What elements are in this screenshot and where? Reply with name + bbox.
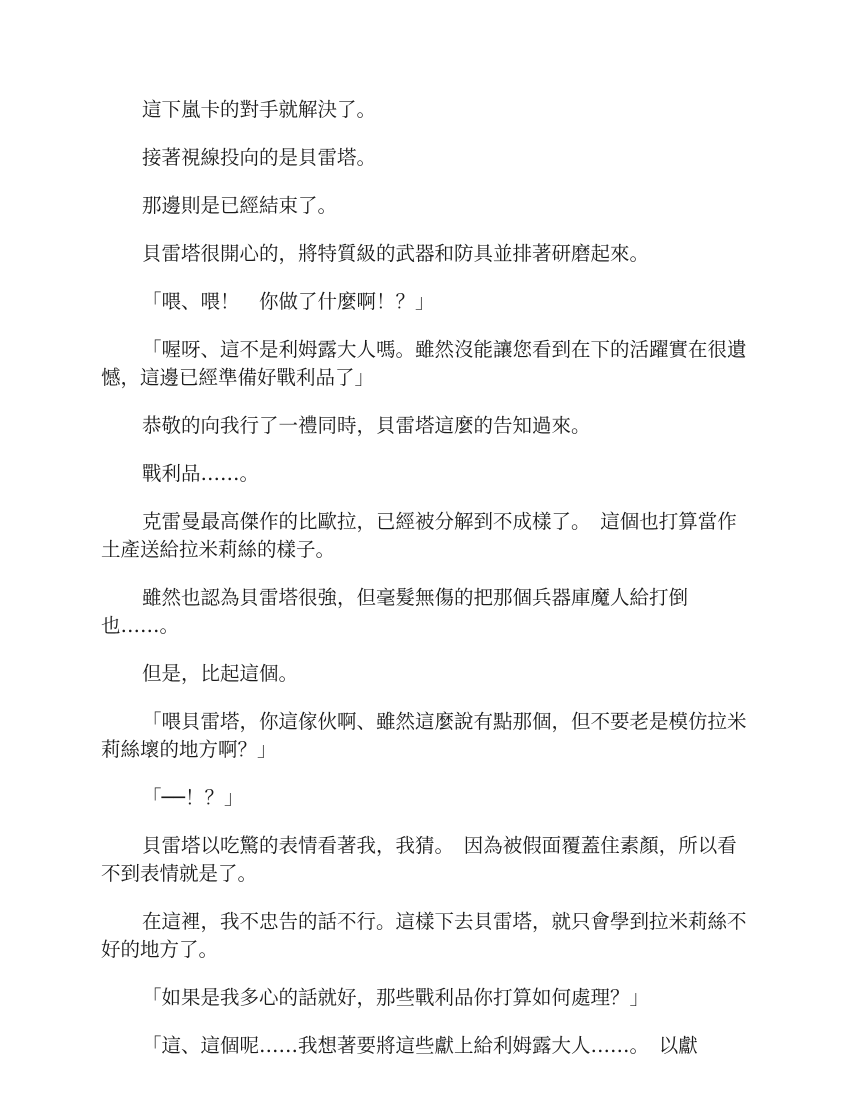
- paragraph: 那邊則是已經結束了。: [142, 194, 338, 217]
- paragraph: 這下嵐卡的對手就解決了。: [142, 98, 377, 121]
- paragraph: 在這裡，我不忠告的話不行。這樣下去貝雷塔，就只會學到拉米莉絲不好的地方了。: [101, 910, 747, 961]
- paragraph: 貝雷塔很開心的，將特質級的武器和防具並排著研磨起來。: [142, 242, 650, 265]
- paragraph: 「如果是我多心的話就好，那些戰利品你打算如何處理？」: [142, 986, 650, 1009]
- paragraph: 雖然也認為貝雷塔很強，但毫髮無傷的把那個兵器庫魔人給打倒也……。: [101, 586, 689, 637]
- paragraph: 貝雷塔以吃驚的表情看著我，我猜。 因為被假面覆蓋住素顏，所以看不到表情就是了。: [101, 834, 737, 885]
- paragraph: 「喂貝雷塔，你這傢伙啊、雖然這麼說有點那個，但不要老是模仿拉米莉絲壞的地方啊？」: [101, 710, 747, 761]
- paragraph: 戰利品……。: [142, 462, 260, 485]
- paragraph: 但是，比起這個。: [142, 662, 299, 685]
- paragraph: 恭敬的向我行了一禮同時，貝雷塔這麼的告知過來。: [142, 414, 591, 437]
- paragraph: 克雷曼最高傑作的比歐拉，已經被分解到不成樣了。 這個也打算當作土產送給拉米莉絲的樣子。: [101, 510, 737, 561]
- paragraph: 「喔呀、這不是利姆露大人嗎。雖然沒能讓您看到在下的活躍實在很遺憾，這邊已經準備好戰利品了」: [101, 338, 747, 389]
- document-body: [101, 96, 753, 1080]
- paragraph: 「這、這個呢……我想著要將這些獻上給利姆露大人……。 以獻: [142, 1034, 698, 1057]
- paragraph: 接著視線投向的是貝雷塔。: [142, 146, 377, 169]
- paragraph: 「──！？」: [142, 786, 244, 809]
- paragraph: 「喂、喂！ 你做了什麼啊！？」: [142, 290, 435, 313]
